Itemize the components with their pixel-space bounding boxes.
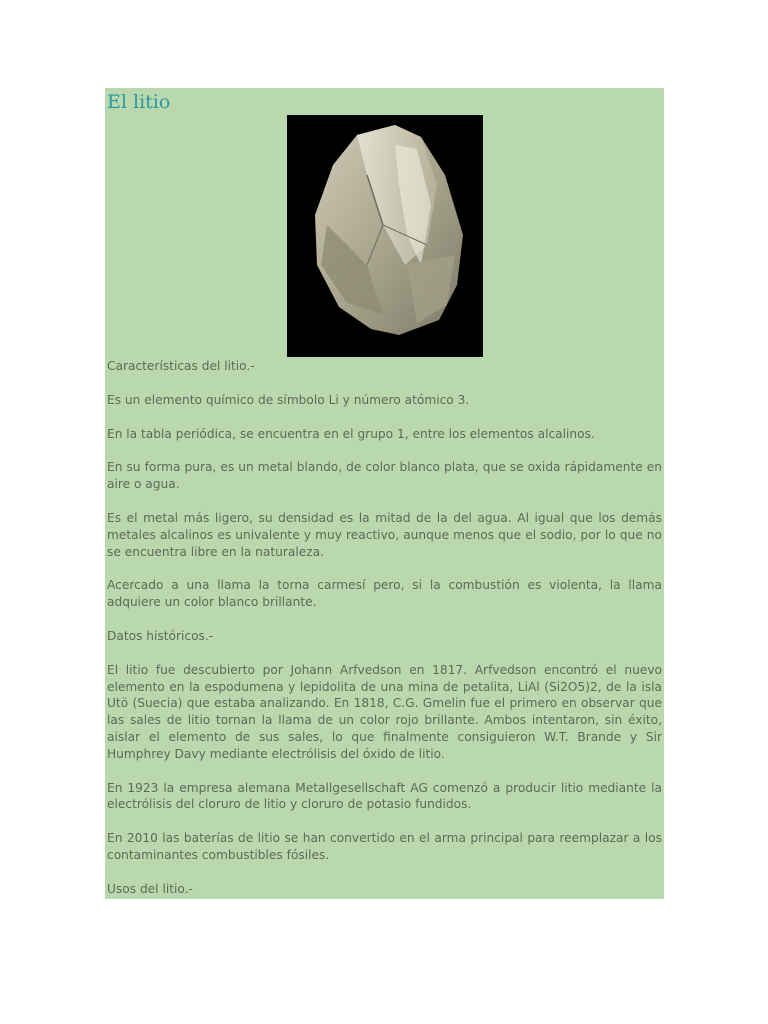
paragraph: En 1923 la empresa alemana Metallgesellschaft AG comenzó a producir litio mediante la electrólisis del cloruro de litio y cloruro de potasio fundidos. (107, 780, 662, 812)
paragraph: En la tabla periódica, se encuentra en el grupo 1, entre los elementos alcalinos. (107, 426, 595, 441)
mineral-photo (287, 115, 483, 357)
figure-container (107, 115, 662, 357)
paragraph: En su forma pura, es un metal blando, de color blanco plata, que se oxida rápidamente en aire o agua. (107, 460, 662, 492)
paragraph: Acercado a una llama la torna carmesí pero, si la combustión es violenta, la llama adquiere un color blanco brillante. (107, 578, 662, 610)
document-panel (105, 88, 664, 899)
heading-usos: Usos del litio.- (107, 881, 193, 896)
paragraph: Es un elemento químico de símbolo Li y número atómico 3. (107, 392, 470, 407)
document-body (107, 358, 662, 898)
paragraph: En 2010 las baterías de litio se han convertido en el arma principal para reemplazar a los contaminantes combustibles fósiles. (107, 831, 662, 862)
page-title: El litio (107, 91, 171, 113)
heading-datos-historicos: Datos históricos.- (107, 628, 214, 643)
mineral-specimen-icon (287, 115, 483, 357)
paragraph: Es el metal más ligero, su densidad es la mitad de la del agua. Al igual que los demás metales alcalinos es univalente y muy reactivo, aunque menos que el sodio, por lo que no se encuentra libre en la naturaleza. (107, 510, 662, 559)
paragraph: El litio fue descubierto por Johann Arfvedson en 1817. Arfvedson encontró el nuevo elemento en la espodumena y lepidolita de una mina de petalita, LiAl (Si2O5)2, de la isla Utö (Suecia) que estaba analizando. En 1818, C.G. Gmelin fue el primero en observar que las sales de litio tornan la llama de un color rojo brillante. Ambos intentaron, sin éxito, aislar el elemento de sus sales, lo que finalmente consiguieron W.T. Brande y Sir Humphrey Davy mediante electrólisis del óxido de litio. (107, 662, 662, 761)
heading-caracteristicas: Características del litio.- (107, 359, 255, 373)
